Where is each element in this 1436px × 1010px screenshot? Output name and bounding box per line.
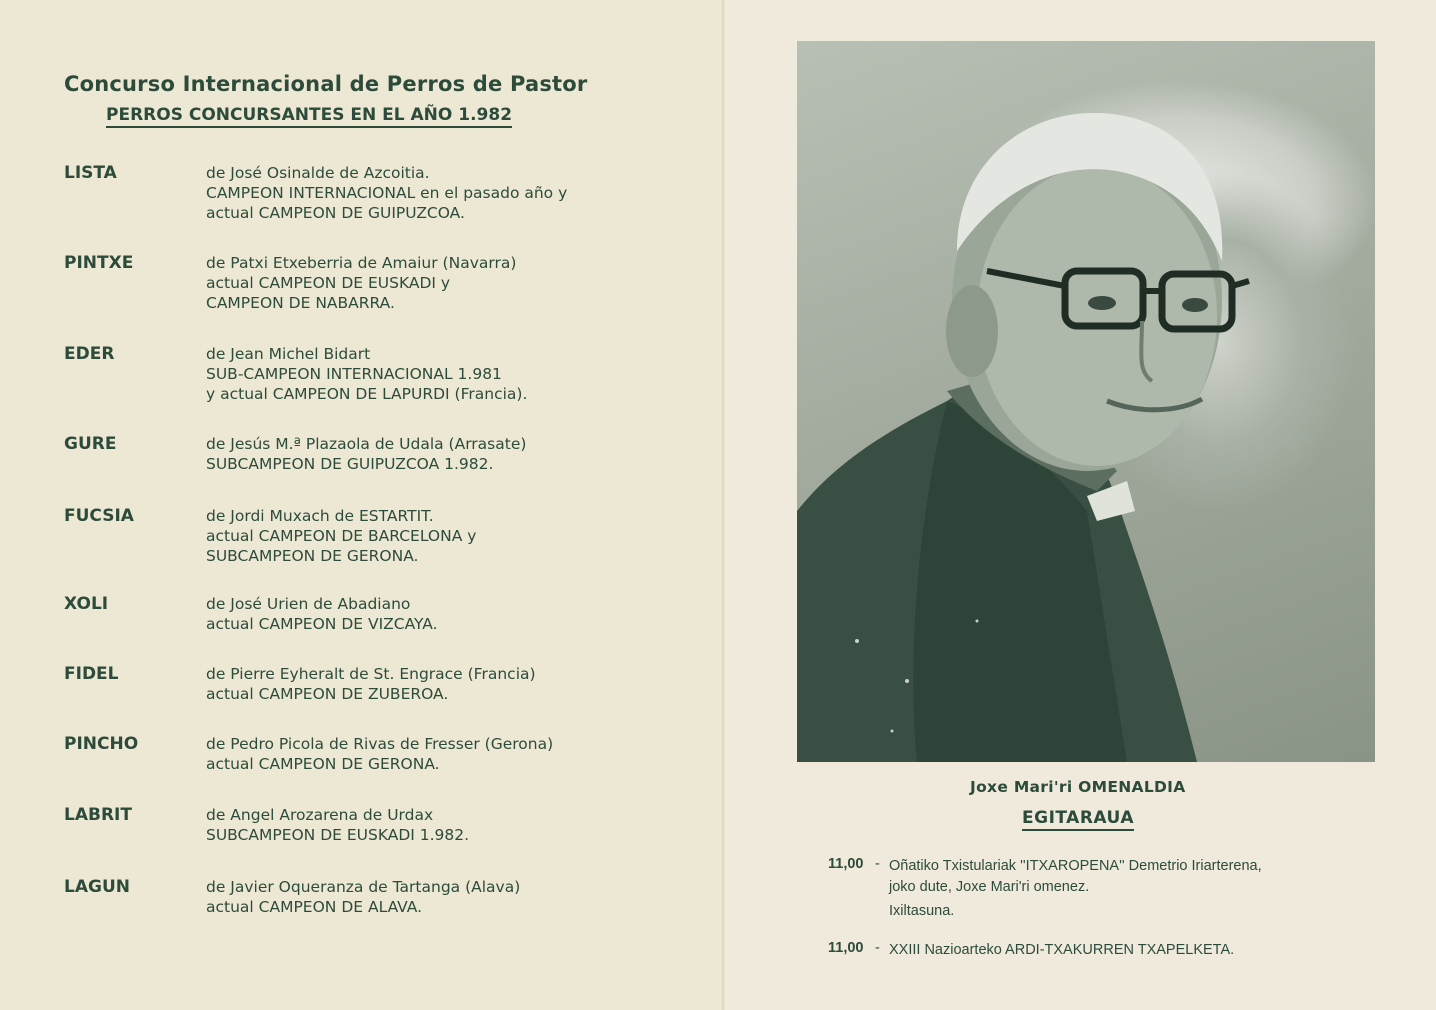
dog-name: PINTXE — [64, 253, 134, 273]
detail-line: actual CAMPEON DE VIZCAYA. — [206, 615, 438, 633]
portrait-photo — [797, 41, 1375, 762]
dog-name: FIDEL — [64, 664, 119, 684]
detail-line: actual CAMPEON DE EUSKADI y — [206, 274, 451, 292]
detail-line: CAMPEON INTERNACIONAL en el pasado año y — [206, 184, 568, 202]
detail-line: de Pedro Picola de Rivas de Fresser (Gerona) — [206, 735, 554, 753]
detail-line: de Jean Michel Bidart — [206, 345, 371, 363]
program-heading: EGITARAUA — [1022, 808, 1134, 831]
program-time: 11,00 — [828, 940, 864, 956]
detail-line: CAMPEON DE NABARRA. — [206, 294, 395, 312]
program-time: 11,00 — [828, 856, 864, 872]
page-subtitle: PERROS CONCURSANTES EN EL AÑO 1.982 — [106, 105, 512, 128]
program-line: Ixiltasuna. — [889, 903, 955, 919]
dog-details — [206, 734, 666, 774]
dog-name: FUCSIA — [64, 506, 134, 526]
detail-line: actual CAMPEON DE GERONA. — [206, 755, 440, 773]
detail-line: SUBCAMPEON DE GERONA. — [206, 547, 419, 565]
dog-name: EDER — [64, 344, 115, 364]
dog-name: LABRIT — [64, 805, 132, 825]
dog-details — [206, 344, 666, 404]
dog-name: GURE — [64, 434, 117, 454]
dog-details — [206, 877, 666, 917]
detail-line: de Javier Oqueranza de Tartanga (Alava) — [206, 878, 521, 896]
dog-details — [206, 253, 666, 313]
detail-line: de Jesús M.ª Plazaola de Udala (Arrasate) — [206, 435, 527, 453]
program-line: Oñatiko Txistulariak ''ITXAROPENA'' Demetrio Iriarterena, — [889, 858, 1262, 874]
detail-line: SUBCAMPEON DE GUIPUZCOA 1.982. — [206, 455, 494, 473]
detail-line: actual CAMPEON DE GUIPUZCOA. — [206, 204, 465, 222]
detail-line: de Patxi Etxeberria de Amaiur (Navarra) — [206, 254, 517, 272]
detail-line: actual CAMPEON DE ALAVA. — [206, 898, 423, 916]
dog-details — [206, 434, 666, 474]
program-line: XXIII Nazioarteko ARDI-TXAKURREN TXAPELKETA. — [889, 942, 1235, 958]
detail-line: de Jordi Muxach de ESTARTIT. — [206, 507, 434, 525]
dog-name: PINCHO — [64, 734, 139, 754]
portrait-illustration — [797, 41, 1375, 762]
photo-caption: Joxe Mari'ri OMENALDIA — [970, 778, 1186, 796]
program-line: joko dute, Joxe Mari'ri omenez. — [889, 879, 1090, 895]
dog-details — [206, 664, 666, 704]
dog-name: LAGUN — [64, 877, 130, 897]
program-text — [889, 940, 1369, 961]
detail-line: de José Osinalde de Azcoitia. — [206, 164, 430, 182]
dog-details — [206, 163, 666, 223]
dog-details — [206, 805, 666, 845]
program-text — [889, 856, 1369, 922]
detail-line: de José Urien de Abadiano — [206, 595, 411, 613]
page-title: Concurso Internacional de Perros de Pastor — [64, 72, 588, 96]
detail-line: SUB-CAMPEON INTERNACIONAL 1.981 — [206, 365, 502, 383]
dog-name: LISTA — [64, 163, 117, 183]
detail-line: actual CAMPEON DE ZUBEROA. — [206, 685, 449, 703]
detail-line: de Angel Arozarena de Urdax — [206, 806, 434, 824]
dog-name: XOLI — [64, 594, 109, 614]
detail-line: de Pierre Eyheralt de St. Engrace (Francia) — [206, 665, 536, 683]
detail-line: SUBCAMPEON DE EUSKADI 1.982. — [206, 826, 470, 844]
program-dash: - — [875, 856, 880, 872]
dog-details — [206, 594, 666, 634]
detail-line: actual CAMPEON DE BARCELONA y — [206, 527, 477, 545]
detail-line: y actual CAMPEON DE LAPURDI (Francia). — [206, 385, 528, 403]
dog-details — [206, 506, 666, 566]
program-dash: - — [875, 940, 880, 956]
